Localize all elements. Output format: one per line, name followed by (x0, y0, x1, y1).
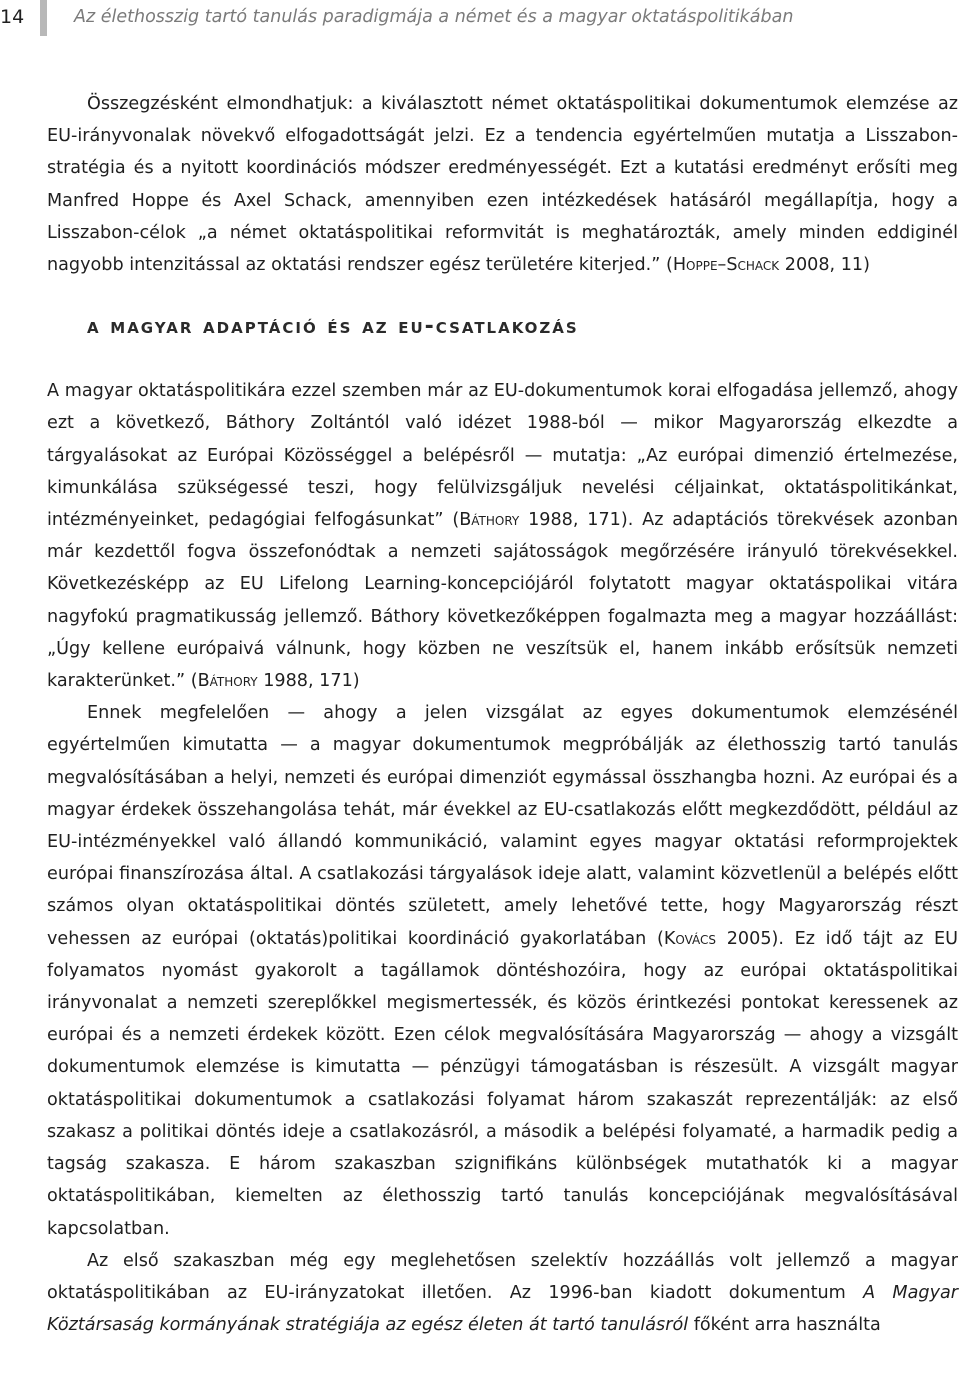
paragraph-text: 2005). Ez idő tájt az EU folyamatos nyomást gyakorolt a tagállamok döntéshozóira, hogy az európai oktatáspolitikai irányvonalat a nemzeti szereplőkkel megismertessék, és közös érintkezési pontokat keressenek az európai és a nemzeti érdekek között. Ezen célok megvalósítására Magyarország — ahogy a vizsgált dokumentumok elemzése is kimutatta — pénzügyi támogatásban is részesült. A vizsgált magyar oktatáspolitikai dokumentumok a csatlakozási folyamat három szakaszát reprezentálják: az első szakasz a politikai döntés ideje a csatlakozásról, a második a belépési folyamaté, a harmadik pedig a tagság szakasza. E három szakaszban szignifikáns különbségek mutathatók ki a magyar oktatáspolitikában, kiemelten az élethosszig tartó tanulás koncepciójának megvalósításával kapcsolatban. (47, 928, 959, 1239)
citation-year: 2008, 11) (779, 255, 870, 276)
paragraph-text: 1988, 171). Az adaptációs törekvések azonban már kezdettől fogva összefonódtak a nemzeti sajátosságok megőrzésére irányuló törekvésekkel. Következésképp az EU Lifelong Learning-koncepciójáról folytatott magyar oktatáspolikai vitára nagyfokú pragmatikusság jellemző. Báthory következőképpen fogalmazta meg a magyar hozzáállást: „Úgy kellene európaivá válnunk, hogy közben ne veszítsük el, hanem inkább erősítsük nemzeti karakterünket.” ( (47, 510, 958, 692)
citation-author: Báthory (459, 510, 520, 531)
citation-year: 1988, 171) (257, 671, 360, 692)
paragraph-text: Összegzésként elmondhatjuk: a kiválasztott német oktatáspolitikai dokumentumok elemzése az EU-irányvonalak növekvő elfogadottságát jelzi. Ez a tendencia egyértelműen mutatja a Lisszabon-stratégia és a nyitott koordinációs módszer eredményességét. Ezt a kutatási eredményt erősíti meg Manfred Hoppe és Axel Schack, amennyiben ezen intézkedések hatásáról megállapítja, hogy a Lisszabon-célok „a német oktatáspolitikai reformvitát is meghatározták, amely minden eddiginél nagyobb intenzitással az oktatási rendszer egész területére kiterjed.” ( (47, 94, 958, 276)
section-heading: a magyar adaptáció és az eu-csatlakozás (87, 314, 579, 340)
paragraph-text: A magyar oktatáspolitikára ezzel szemben már az EU-dokumentumok korai elfogadása jellemző, ahogy ezt a következő, Báthory Zoltántól való idézet 1988-ból — mikor Magyarország elkezdte a tárgyalásokat az Európai Közösséggel a belépésről — mutatja: „Az európai dimenzió értelmezése, kimunkálása szükségessé teszi, hogy felülvizsgáljuk nevelési céljainkat, oktatáspolitikánkat, intézményeinket, pedagógiai felfogásunkat” ( (47, 381, 958, 531)
paragraph-accession (47, 697, 958, 1244)
page-number: 14 (0, 6, 25, 28)
page-header (0, 0, 960, 40)
document-title: A Magyar Köztársaság kormányának stratégiája az egész életen át tartó tanulásról (47, 1282, 958, 1336)
paragraph-text: Az első szakaszban még egy meglehetősen szelektív hozzáállás volt jellemző a magyar oktatáspolitikában az EU-irányzatokat illetően. Az 1996-ban kiadott dokumentum (47, 1250, 958, 1303)
citation-author: Hoppe–Schack (672, 255, 780, 276)
citation-author: Kovács (663, 928, 717, 949)
paragraph-text: Ennek megfelelően — ahogy a jelen vizsgálat az egyes dokumentumok elemzésénél egyértelműen kimutatta — a magyar dokumentumok megpróbálják az élethosszig tartó tanulás megvalósításában a helyi, nemzeti és európai dimenziót egymással összhangba hozni. Az európai és a magyar érdekek összehangolása tehát, már évekkel az EU-csatlakozás előtt megkezdődött, például az EU-intézményekkel való állandó kommunikáció, valamint egyes magyar oktatási reformprojektek európai finanszírozása által. A csatlakozási tárgyalások ideje alatt, valamint közvetlenül a belépés előtt számos olyan oktatáspolitikai döntés született, amely lehetővé tette, hogy Magyarország részt vehessen az európai (oktatás)politikai koordináció gyakorlatában ( (47, 703, 958, 949)
paragraph-text: főként arra használta (688, 1315, 881, 1336)
paragraph-hungarian-adaptation (47, 375, 958, 697)
paragraph-first-phase (47, 1245, 958, 1342)
citation-author: Báthory (197, 671, 258, 692)
running-title: Az élethosszig tartó tanulás paradigmája a német és a magyar oktatáspolitikában (74, 7, 794, 27)
header-divider-bar (40, 0, 47, 36)
paragraph-summary (47, 88, 958, 281)
page-body (47, 88, 958, 1341)
